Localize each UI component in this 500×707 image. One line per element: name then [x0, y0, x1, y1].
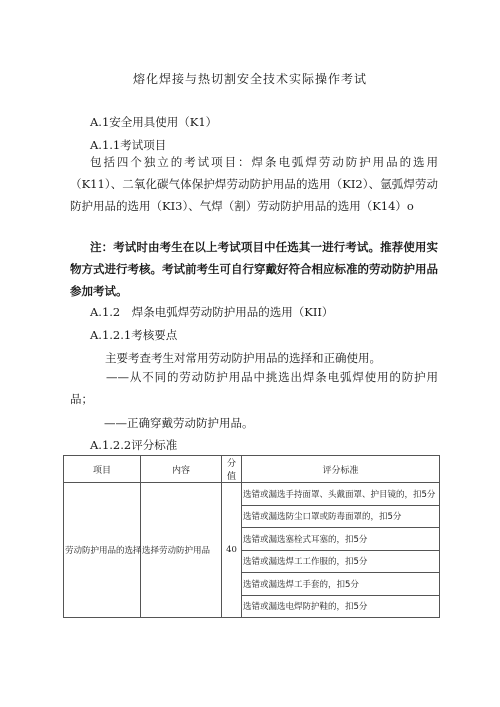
header-criteria: 评分标准 — [242, 456, 440, 483]
header-content: 内容 — [141, 456, 222, 483]
assessment-point-1: ——从不同的劳动防护用品中挑选出焊条电弧焊使用的防护用品； — [70, 370, 438, 406]
cell-criteria-1: 选错或漏选手持面罩、头戴面罩、护目镜的，扣5分 — [242, 483, 440, 506]
section-heading-a1-2-1: A.1.2.1考核要点 — [90, 328, 178, 342]
table-row — [64, 483, 440, 506]
section-heading-a1-1: A.1.1考试项目 — [90, 138, 167, 152]
cell-score: 40 — [222, 483, 242, 618]
cell-criteria-6: 选错或漏选电焊防护鞋的，扣5分 — [242, 595, 440, 618]
document-title: 熔化焊接与热切割安全技术实际操作考试 — [132, 72, 367, 86]
table-header-row — [64, 456, 440, 483]
section-heading-a1-2-2: A.1.2.2评分标准 — [90, 438, 178, 452]
header-score: 分值 — [222, 456, 242, 483]
exam-note: 注：考试时由考生在以上考试项目中任选其一进行考试。推荐使用实物方式进行考核。考试前考生可自行穿戴好符合相应标准的劳动防护用品参加考试。 — [70, 240, 438, 298]
assessment-point-main: 主要考查考生对常用劳动防护用品的选择和正确使用。 — [105, 351, 381, 365]
cell-criteria-3: 选错或漏选塞栓式耳塞的，扣5分 — [242, 528, 440, 551]
intro-paragraph: 包括四个独立的考试项目：焊条电弧焊劳动防护用品的选用（K11）、二氧化碳气体保护焊劳动防护用品的选用（KI2）、氩弧焊劳动防护用品的选用（KI3）、气焊（割）劳动防护用品的选用（K14）o — [70, 155, 438, 213]
cell-content: 选择劳动防护用品 — [141, 483, 222, 618]
section-heading-a1: A.1安全用具使用（K1） — [90, 115, 218, 129]
header-project: 项目 — [64, 456, 141, 483]
scoring-table — [63, 455, 440, 618]
cell-criteria-5: 选错或漏选焊工手套的，扣5分 — [242, 573, 440, 596]
cell-criteria-4: 选错或漏选焊工工作服的，扣5分 — [242, 550, 440, 573]
cell-project: 劳动防护用品的选择 — [64, 483, 141, 618]
assessment-point-2: ——正确穿戴劳动防护用品。 — [104, 416, 254, 430]
section-heading-a1-2: A.1.2 焊条电弧焊劳动防护用品的选用（KII） — [90, 305, 334, 319]
cell-criteria-2: 选错或漏选防尘口罩或防毒面罩的，扣5分 — [242, 505, 440, 528]
